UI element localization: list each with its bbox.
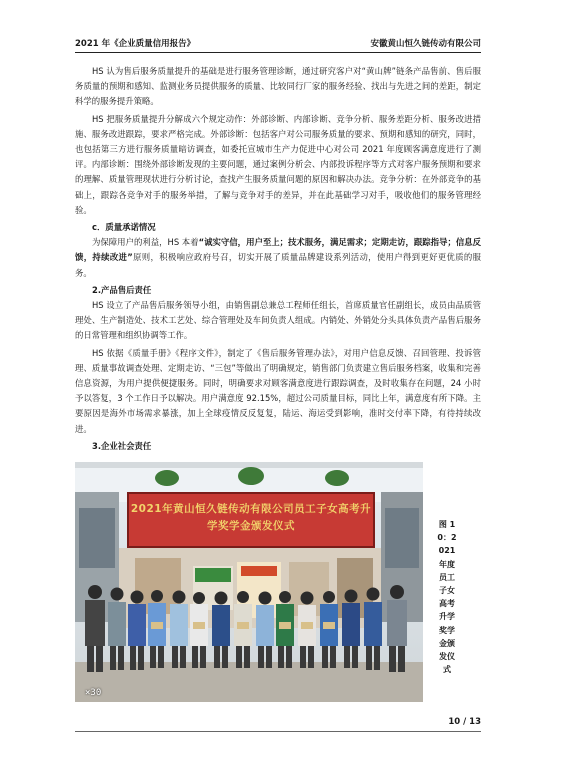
commitment-principles: “诚实守信，用户至上；技术服务，满足需求；定期走访，跟踪指导；信息反馈，持续改进” [75, 237, 481, 263]
running-header [75, 36, 481, 50]
header-rule [75, 52, 481, 53]
ceremony-photo [75, 462, 423, 702]
footer-rule [75, 731, 481, 732]
body-text [75, 64, 481, 454]
paragraph-service-diagnosis: HS 认为售后服务质量提升的基础是进行服务管理诊断，通过研究客户对“黄山牌”链条产品售前、售后服务质量的预期和感知、监测业务员提供服务的质量、比较同行厂家的服务经验、找出与先进之间的差距，制定科学的服务提升策略。 [75, 66, 481, 107]
heading-social-responsibility: 3.企业社会责任 [92, 440, 152, 451]
header-report-title: 2021 年《企业质量信用报告》 [75, 39, 196, 49]
header-company-name: 安徽黄山恒久链传动有限公司 [370, 39, 481, 49]
commitment-intro: 为保障用户的利益，HS 本着 [92, 237, 199, 248]
photo-timestamp: ×30 [85, 688, 102, 698]
banner-sign [127, 492, 375, 548]
banner-text: 2021年黄山恒久链传动有限公司员工子女高考升学奖学金颁发仪式 [130, 503, 372, 532]
heading-quality-commitment: c．质量承诺情况 [92, 222, 156, 233]
paragraph-after-sales-rules: HS 依据《质量手册》《程序文件》，制定了《售后服务管理办法》，对用户信息反馈、召回管理、投诉管理、质量事故调查处理、定期走访、“三包”等做出了明确规定，销售部门负责建立售后服务档案，收集和完善信息资源，为用户提供便捷服务。同时，明确要求对顾客满意度进行跟踪调查，及时收集存在问题，24 小时予以答复，3 个工作日予以解决。用户满意度 92.15%，超过公司质量目标，同比上年，满意度有所下降。主要原因是海外市场需求暴涨，加上全球疫情反反复复，陆运、海运受到影响，准时交付率下降，有待持续改进。 [75, 347, 481, 434]
paragraph-after-sales-team: HS 设立了产品售后服务领导小组，由销售副总兼总工程师任组长，首席质量官任副组长，成员由品质管理处、生产制造处、技术工艺处、综合管理处及车间负责人组成。内销处、外销处分头具体负责产品售后服务的日常管理和组织协调等工作。 [75, 300, 481, 341]
page-number: 10 / 13 [448, 717, 481, 727]
paragraph-six-actions: HS 把服务质量提升分解成六个规定动作：外部诊断、内部诊断、竞争分析、服务差距分析、服务改进措施、服务改进跟踪，要求严格完成。外部诊断：包括客户对公司服务质量的要求、预期和感知的研究，同时，也包括第三方进行服务质量暗访调查，如委托宣城市生产力促进中心对公司 2021 年度顾客满意度进行了测评。内部诊断：围绕外部诊断发现的主要问题，通过案例分析会、内部投诉程序等方式对客户服务预期和要求的理解、质量管理现状进行分析讨论，查找产生服务质量问题的原因和解决办法。竞争分析：在外部竞争的基础上，跟踪各竞争对手的服务举措，了解与竞争对手的差异，并在此基础学习对手，吸收他们的服务管理经验。 [75, 113, 481, 215]
figure-caption: 图 10：2021 年度员工子女高考升学奖学金颁发仪式 [437, 520, 457, 675]
commitment-outro: 原则，积极响应政府号召，切实开展了质量品牌建设系列活动，使用户得到更好更优质的服务。 [75, 252, 481, 278]
paragraph-commitment [75, 235, 481, 281]
heading-after-sales: 2.产品售后责任 [92, 284, 152, 295]
